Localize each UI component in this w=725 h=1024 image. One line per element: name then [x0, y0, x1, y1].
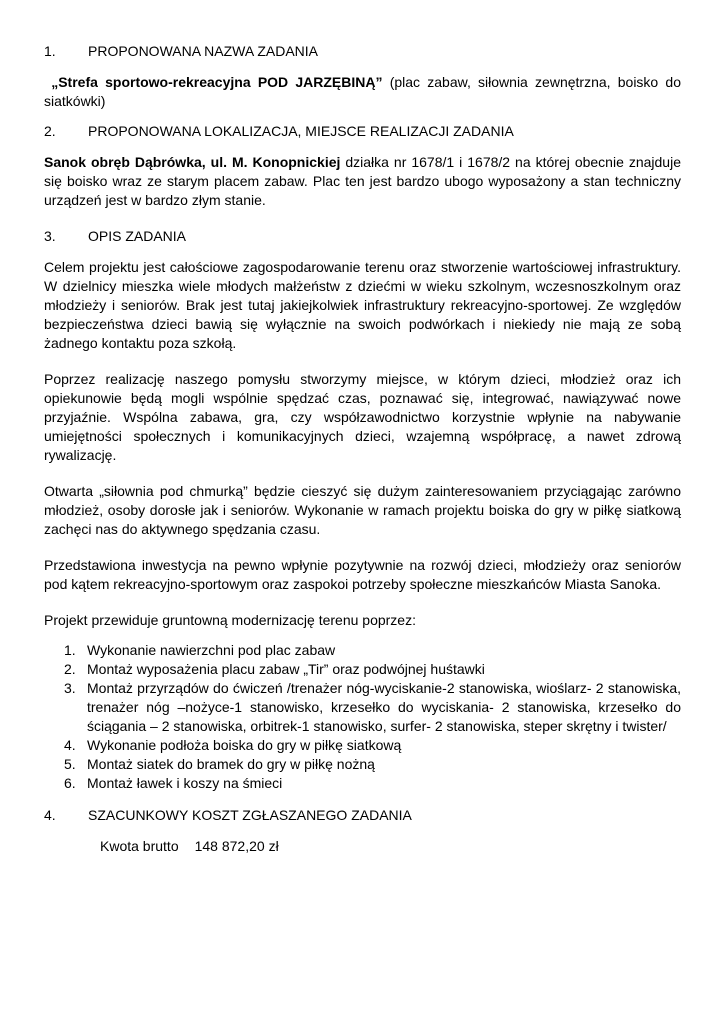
description-paragraph-2: Poprzez realizację naszego pomysłu stworzymy miejsce, w którym dzieci, młodzież oraz ich opiekunowie będą mogli wspólnie spędzać czas, poznawać się, integrować, nawiązywać nowe przyjaźnie. Wspólna zabawa, gra, czy współzawodnictwo korzystnie wpłynie na nabywanie umiejętności społecznych i komunikacyjnych dzieci, wzajemną współpracę, a nawet zdrową rywalizację. — [44, 371, 681, 463]
section-4-heading — [44, 806, 681, 825]
list-item-text: Montaż wyposażenia placu zabaw „Tir” oraz podwójnej huśtawki — [87, 661, 485, 677]
section-3-heading — [44, 227, 681, 246]
list-item-number: 6. — [64, 775, 76, 791]
description-paragraph-4: Przedstawiona inwestycja na pewno wpłynie pozytywnie na rozwój dzieci, młodzieży oraz seniorów pod kątem rekreacyjno-sportowym oraz zaspokoi potrzeby społeczne mieszkańców Miasta Sanoka. — [44, 557, 681, 592]
section-4-title: SZACUNKOWY KOSZT ZGŁASZANEGO ZADANIA — [88, 807, 412, 823]
location-rest: działka nr 1678/1 i 1678/2 na której obecnie znajduje się boisko wraz ze starym placem zabaw. Plac ten jest bardzo ubogo wyposażony a stan techniczny urządzeń jest w bardzo złym stanie. — [44, 154, 681, 208]
list-item — [44, 679, 681, 736]
section-1-number: 1. — [44, 43, 56, 59]
section-1-heading — [44, 42, 681, 61]
description-paragraph-1: Celem projektu jest całościowe zagospodarowanie terenu oraz stworzenie wartościowej infrastruktury. W dzielnicy mieszka wiele młodych małżeństw z dziećmi w wieku szkolnym, wczesnoszkolnym oraz młodzieży i seniorów. Brak jest tutaj jakiejkolwiek infrastruktury rekreacyjno-sportowej. Ze względów bezpieczeństwa dzieci bawią się wyłącznie na swoich podwórkach i niekiedy nie mają ze sobą żadnego kontaktu poza szkołą. — [44, 259, 681, 351]
estimated-cost — [44, 837, 681, 856]
section-4-number: 4. — [44, 807, 56, 823]
modernization-list — [44, 641, 681, 793]
list-item-number: 4. — [64, 737, 76, 753]
cost-value: 148 872,20 zł — [194, 838, 279, 854]
list-item-text: Wykonanie podłoża boiska do gry w piłkę siatkową — [87, 737, 402, 753]
list-item — [44, 641, 681, 660]
description-paragraph-3: Otwarta „siłownia pod chmurką” będzie cieszyć się dużym zainteresowaniem przyciągając zarówno młodzież, osoby dorosłe jak i seniorów. Wykonanie w ramach projektu boiska do gry w piłkę siatkową zachęci nas do aktywnego spędzania czasu. — [44, 483, 681, 537]
section-2-number: 2. — [44, 123, 56, 139]
section-3-title: OPIS ZADANIA — [88, 228, 187, 244]
list-item-number: 5. — [64, 756, 76, 772]
list-item-text: Montaż ławek i koszy na śmieci — [87, 775, 283, 791]
section-3-number: 3. — [44, 228, 56, 244]
list-item-text: Wykonanie nawierzchni pod plac zabaw — [87, 642, 336, 658]
list-item — [44, 755, 681, 774]
section-2-heading — [44, 122, 681, 141]
task-name-rest: (plac zabaw, siłownia zewnętrzna, boisko do siatkówki) — [44, 74, 681, 109]
list-item-text: Montaż przyrządów do ćwiczeń /trenażer nóg-wyciskanie-2 stanowiska, wioślarz- 2 stanowiska, trenażer nóg –nożyce-1 stanowisko, krzesełko do wyciskania- 2 stanowiska, krzesełko do ściągania – 2 stanowiska, orbitrek-1 stanowisko, surfer- 2 stanowiska, steper skrętny i twister/ — [87, 680, 681, 734]
list-item — [44, 660, 681, 679]
section-1-title: PROPONOWANA NAZWA ZADANIA — [88, 43, 318, 59]
task-name-bold: „Strefa sportowo-rekreacyjna POD JARZĘBINĄ” — [51, 74, 383, 90]
location-bold: Sanok obręb Dąbrówka, ul. M. Konopnickiej — [44, 154, 341, 170]
list-item-text: Montaż siatek do bramek do gry w piłkę nożną — [87, 756, 375, 772]
list-item-number: 2. — [64, 661, 76, 677]
location-paragraph — [44, 153, 681, 210]
list-item-number: 1. — [64, 642, 76, 658]
list-item-number: 3. — [64, 680, 76, 696]
list-item — [44, 774, 681, 793]
description-paragraph-5: Projekt przewiduje gruntowną modernizację terenu poprzez: — [44, 612, 416, 628]
cost-label: Kwota brutto — [100, 838, 179, 854]
task-name — [44, 73, 681, 111]
section-2-title: PROPONOWANA LOKALIZACJA, MIEJSCE REALIZACJI ZADANIA — [88, 123, 514, 139]
list-item — [44, 736, 681, 755]
